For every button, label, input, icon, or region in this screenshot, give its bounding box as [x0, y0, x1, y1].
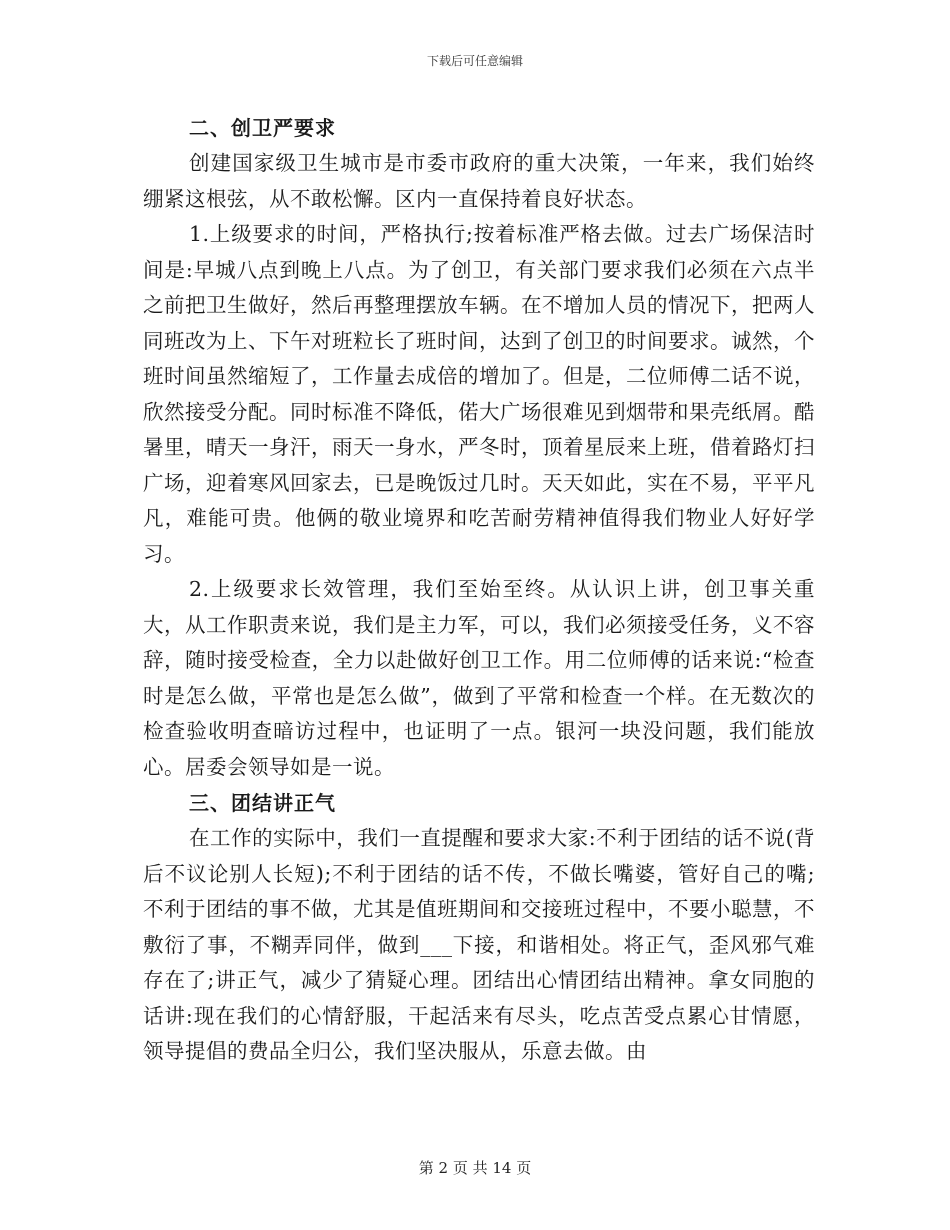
paragraph-item-2: 2.上级要求长效管理，我们至始至终。从认识上讲，创卫事关重大，从工作职责来说，我们是主力军，可以，我们必须接受任务，义不容辞，随时接受检查，全力以赴做好创卫工作。用二位师傅的话来说:“检查时是怎么做，平常也是怎么做”，做到了平常和检查一个样。在无数次的检查验收明查暗访过程中，也证明了一点。银河一块没问题，我们能放心。居委会领导如是一说。 — [143, 577, 815, 779]
page-number: 第 2 页 共 14 页 — [418, 1159, 532, 1177]
paragraph-item-1: 1.上级要求的时间，严格执行;按着标准严格去做。过去广场保洁时间是:早城八点到晚上八点。为了创卫，有关部门要求我们必须在六点半之前把卫生做好，然后再整理摆放车辆。在不增加人员的情况下，把两人同班改为上、下午对班粒长了班时间，达到了创卫的时间要求。诚然，个班时间虽然缩短了，工作量去成倍的增加了。但是，二位师傅二话不说，欣然接受分配。同时标准不降低，偌大广场很难见到烟带和果壳纸屑。酷暑里，晴天一身汗，雨天一身水，严冬时，顶着星辰来上班，借着路灯扫广场，迎着寒风回家去，已是晚饭过几时。天天如此，实在不易，平平凡凡，难能可贵。他俩的敬业境界和吃苦耐劳精神值得我们物业人好好学习。 — [143, 222, 815, 566]
document-body — [143, 110, 815, 1070]
paragraph-intro: 创建国家级卫生城市是市委市政府的重大决策，一年来，我们始终绷紧这根弦，从不敢松懈。区内一直保持着良好状态。 — [143, 151, 815, 211]
page-header-note: 下载后可任意编辑 — [426, 54, 523, 68]
paragraph-unity: 在工作的实际中，我们一直提醒和要求大家:不利于团结的话不说(背后不议论别人长短);不利于团结的话不传，不做长嘴婆，管好自己的嘴;不利于团结的事不做，尤其是值班期间和交接班过程中，不要小聪慧，不敷衍了事，不糊弄同伴，做到___下接，和谐相处。将正气，歪风邪气难存在了;讲正气，减少了猜疑心理。团结出心情团结出精神。拿女同胞的话讲:现在我们的心情舒服，干起活来有尽头，吃点苦受点累心甘情愿，领导提倡的费品全归公，我们坚决服从，乐意去做。由 — [143, 826, 815, 1063]
section-heading-two: 二、创卫严要求 — [189, 116, 336, 140]
section-heading-three: 三、团结讲正气 — [189, 791, 336, 815]
